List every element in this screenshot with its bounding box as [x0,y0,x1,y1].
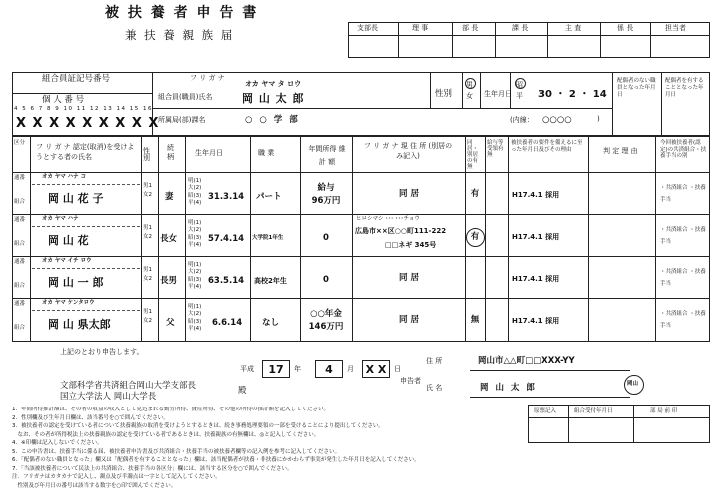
dependent-era[interactable]: 明(1) 大(2) 昭(3) 平(4) [188,304,202,333]
approval-table [348,22,710,58]
era-options[interactable]: 昭 平 [516,81,523,101]
dependent-codes[interactable]: ・共済組合 ・扶養手当 [660,227,706,246]
personal-seal [624,375,644,395]
member-name-kana[interactable]: オカ ヤマ タ ロウ [245,80,302,88]
note-line: 2．性別欄及び生年月日欄は、該当番号を○で囲んでください。 [12,414,169,421]
dependent-name[interactable]: 岡 山 花 子 [48,192,104,205]
dependent-relation[interactable]: 長女 [160,234,178,244]
dependent-event-date[interactable]: H17.4.1 採用 [512,233,560,241]
dependent-sex[interactable]: 男1 女2 [143,309,152,324]
dependent-occupation[interactable]: 大学院1年生 [252,235,284,241]
dept-label: 所属局(部)課名 [158,116,206,124]
notes-block [12,407,517,493]
date-year-unit: 年 [294,365,301,373]
dependent-same-house[interactable]: 有 [470,232,480,242]
col-header-name: フ リ ガ ナ 認定(取消)を受けようとする者の氏名 [36,143,135,162]
note-line: 7．「当該被扶養者について民法上の共済組合、扶養手当の各区分」欄には、該当する区分を○で囲んでください。 [12,465,293,472]
dependent-occupation[interactable]: なし [262,318,280,328]
dependent-dob[interactable]: 63.5.14 [208,276,245,286]
id-number-value[interactable]: X X X X X X X X X [16,116,160,131]
dependent-era[interactable]: 明(1) 大(2) 昭(3) 平(4) [188,262,202,291]
note-line: 6．「配偶者のない職員となった」欄又は「配偶者を有することとなった」欄は、該当配偶者が扶養・非扶養にかかわらず事実が発生した年月日を記入してください。 [12,457,420,463]
date-day[interactable]: X X [365,363,387,376]
dependent-event-date[interactable]: H17.4.1 採用 [512,275,560,283]
dept-value[interactable]: ○ ○ 学 部 [245,115,300,125]
declarant-address[interactable]: 岡山市△△町□□XXX-YY [478,356,575,366]
col-header-care: 給与等受領有無 [487,140,504,159]
note-line: 4．※印欄は記入しないでください。 [12,440,103,446]
declarant-name[interactable]: 岡 山 太 郎 [480,383,537,393]
dependent-kana[interactable]: オカ ヤマ ケンタロウ [42,300,95,306]
dependent-address[interactable]: 同 居 [399,315,419,325]
row-index-header: 区分 [14,140,26,146]
approval-label-sub: 係 長 [617,24,634,32]
approval-label-branch: 支部長 [357,24,378,32]
spouse-none-date-label: 配偶者のない職員となった年月日 [617,78,656,98]
date-era-label: 平成 [240,365,254,373]
person-number-label: 個 人 番 号 [42,95,85,105]
id-digit-positions: 4 5 6 7 8 9 10 11 12 13 14 15 16 [14,106,153,112]
dependent-sex[interactable]: 男1 女2 [143,225,152,240]
extension-label: (内線： [510,116,534,124]
col-header-codes: 今回被扶養者(認定)の共済組合・扶養手当の別 [660,140,707,160]
row-label: 組合 [14,199,26,205]
dependent-address-2[interactable]: □□ネギ 345号 [385,241,437,249]
row-label: 組合 [14,283,26,289]
form-subtitle: 兼 扶 養 親 族 届 [125,28,235,42]
note-line: なお、その者が所得税法上の扶養親族の認定を受けている者であるときは、扶養親族の有無欄は、◎と記入してください。 [12,431,320,438]
dependent-occupation[interactable]: 高校2年生 [254,277,287,285]
birth-label: 生年月日 [484,90,512,98]
sex-label: 性別 [435,89,453,99]
sex-options[interactable]: 男 女 [466,81,473,101]
dependent-dob[interactable]: 31.3.14 [208,192,245,202]
dependent-income-type[interactable]: ○○年金 [310,309,342,319]
date-month-unit: 月 [347,365,354,373]
col-header-relation: 続柄 [167,144,174,162]
dependent-event-date[interactable]: H17.4.1 採用 [512,191,560,199]
member-name[interactable]: 岡 山 太 郎 [242,92,305,105]
row-label: 通番 [14,259,26,265]
dependent-dob[interactable]: 6.6.14 [212,318,243,328]
dependent-kana[interactable]: オカ ヤマ ハナ [42,216,79,222]
col-header-address: フ リ ガ ナ 現 住 所 (別居のみ記入) [363,142,453,161]
dependent-address[interactable]: 同 居 [399,273,419,283]
dependent-name[interactable]: 岡 山 一 郎 [48,276,104,289]
seal-text: 岡山 [627,381,639,387]
dependent-era[interactable]: 明(1) 大(2) 昭(3) 平(4) [188,220,202,249]
office-label-dept-stamp: 部 局 前 印 [650,408,678,414]
dependent-same-house[interactable]: 有 [470,189,480,199]
dependent-codes[interactable]: ・共済組合 ・扶養手当 [660,311,706,330]
addressee-line1: 文部科学省共済組合岡山大学支部長 [60,381,197,391]
form-title: 被 扶 養 者 申 告 書 [105,5,259,21]
date-day-unit: 日 [394,365,401,373]
extension-value[interactable]: ○○○○ [542,115,572,125]
address-label: 住 所 [426,357,443,365]
row-label: 通番 [14,175,26,181]
dependent-same-house[interactable]: 無 [470,315,480,325]
date-year[interactable]: 17 [268,363,284,376]
dependent-income-type[interactable]: 0 [323,233,329,243]
col-header-judgement: 判 定 理 由 [603,147,638,155]
dependent-relation[interactable]: 父 [166,318,175,328]
extension-close-paren: ) [597,115,600,123]
dependent-income-amount[interactable]: 146万円 [308,322,344,332]
dependent-kana[interactable]: オカ ヤマ イチ ロウ [42,258,92,264]
id-number-label: 組合員証記号番号 [42,74,111,84]
col-header-birth: 生年月日 [195,149,223,157]
note-line: 1．年間所得推計額は、その者の収益の収入として見込まれる勤労所得、資産所得、その他の所得の推計額を記入してください。 [12,407,330,412]
approval-label-director: 理 事 [412,24,429,32]
approval-label-chief: 主 査 [565,24,582,32]
approval-label-section: 課 長 [512,24,529,32]
dependent-relation[interactable]: 妻 [165,192,174,202]
dependent-name[interactable]: 岡 山 県太郎 [48,318,111,331]
addressee-line2: 国立大学法人 岡山大学長 [60,392,157,402]
addressee-suffix: 殿 [238,386,247,396]
dependent-relation[interactable]: 長男 [160,276,178,286]
dependent-codes[interactable]: ・共済組合 ・扶養手当 [660,269,706,288]
member-name-label: 組合員(職員)氏名 [158,93,213,101]
dependent-event-date[interactable]: H17.4.1 採用 [512,317,560,325]
note-line: 注．フリガナはカタカナで記入し、濁点及び半濁点は一字として記入してください。 [12,474,221,480]
dependent-sex[interactable]: 男1 女2 [143,183,152,198]
dependent-address-kana[interactable]: ヒロシマシ ･･･ ･･･チョウ [356,216,420,222]
approval-label-staff: 担当者 [665,24,686,32]
dependent-occupation[interactable]: パート [256,192,282,202]
spouse-have-date-label: 配偶者を有することとなった年月日 [665,78,704,98]
col-header-event: 被扶養者の要件を備えるに至った年月日及びその理由 [511,140,583,154]
date-month[interactable]: 4 [325,363,333,376]
col-header-income: 年間所得 維 計 額 [308,145,346,166]
row-label: 組合 [14,325,26,331]
member-birth-date[interactable]: 30 ・ 2 ・ 14 [538,89,607,100]
dependent-income-type[interactable]: 0 [323,275,329,285]
row-label: 組合 [14,241,26,247]
sex-circle-mark [465,78,476,89]
dependent-name[interactable]: 岡 山 花 [48,234,89,247]
declarant-label: 申告者 [400,377,421,385]
col-header-occupation: 職 業 [258,149,275,157]
dependent-address[interactable]: 同 居 [399,189,419,199]
name-label: 氏 名 [426,384,443,392]
note-line: 5．この申告書は、扶養手当に係る届、被扶養者申告書及び共済組合・扶養手当の被扶養者欄等の記入例を参考に記入してください。 [12,448,341,455]
office-label-entry: 原票記入 [534,408,557,414]
dependent-dob[interactable]: 57.4.14 [208,234,245,244]
dependent-codes[interactable]: ・共済組合 ・扶養手当 [660,185,706,204]
declaration-statement: 上記のとおり申告します。 [60,348,144,356]
note-line: 性別及び年月日の番号は該当する数字を○印で囲んでください。 [12,482,177,489]
dependents-table [12,136,710,342]
dependent-income-amount[interactable]: 96万円 [311,196,341,206]
row-label: 通番 [14,301,26,307]
approval-label-dept: 部 長 [462,24,479,32]
era-circle-mark [515,78,526,89]
dependent-sex[interactable]: 男1 女2 [143,267,152,282]
dependent-kana[interactable]: オカ ヤマ ハナ コ [42,174,87,180]
col-header-same-house: 同居・別居の有無 [467,140,479,171]
office-label-received: 組合受付年月日 [574,408,613,414]
dependent-address[interactable]: 広島市××区○○町111-222 [355,227,447,235]
member-furigana-label: フ リ ガ ナ [190,74,225,82]
dependent-era[interactable]: 明(1) 大(2) 昭(3) 平(4) [188,178,202,207]
col-header-sex: 性別 [143,147,150,162]
note-line: 3．被扶養者の認定を受けている者について扶養親族の取消を受けようとするときは、続き事務処理要領の一部を受けることにより提出してください。 [12,423,384,429]
dependent-income-type[interactable]: 給与 [317,183,335,193]
row-label: 通番 [14,217,26,223]
